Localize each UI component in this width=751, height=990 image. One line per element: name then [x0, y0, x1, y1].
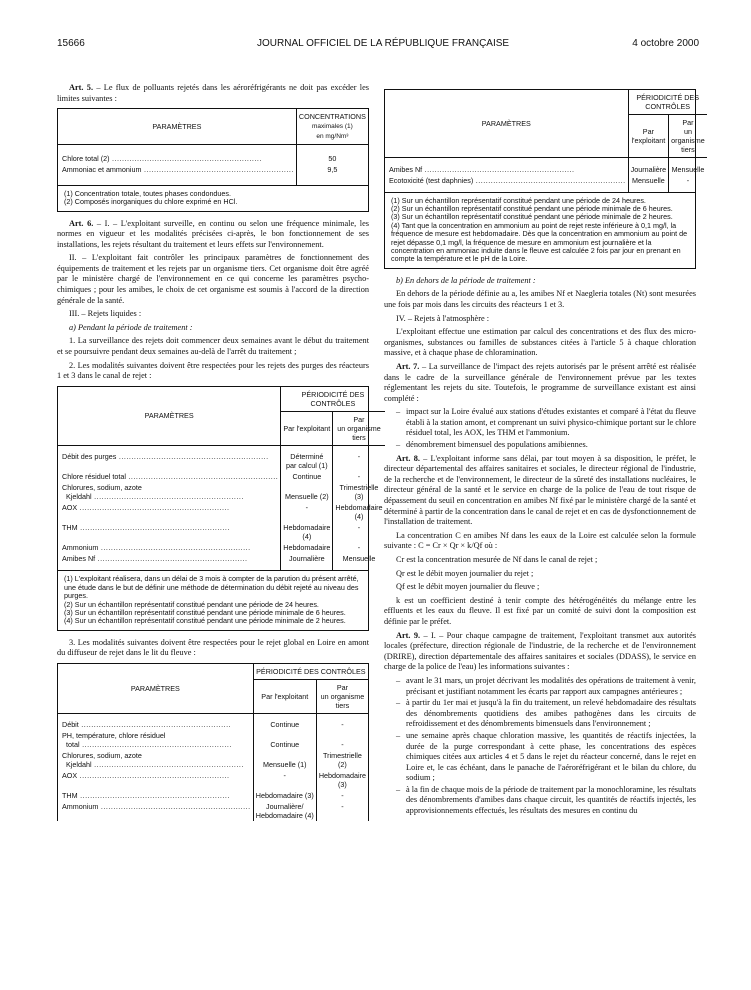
- article-7: Art. 7. – La surveillance de l'impact des rejets autorisés par le présent arrêté est réalisée dans le cadre de la surveillance générale de l'environnement prévue par les textes réglementant les rejets du site. Toutefois, le programme de surveillance existant est ainsi complété :: [384, 361, 696, 403]
- table-row: Chlorures, sodium, azote Kjeldahl ..... Mensuelle (2) Trimestrielle (3): [58, 482, 385, 502]
- table-row: Amibes Nf ..... Journalière Mensuelle: [58, 553, 385, 564]
- list-item: – impact sur la Loire évalué aux stations d'études existantes et comparé à l'état du fleuve établi à la station amont, et comprenant un suivi physico-chimique portant sur le chlore résiduel total, les AOX, les THM et l'ammonium.: [406, 407, 696, 439]
- table-row: PH, température, chlore résiduel total ..... Continue -: [58, 730, 368, 750]
- col-header-parametres: PARAMÈTRES: [58, 387, 281, 446]
- article-5: Art. 5. – Le flux de polluants rejetés dans les aéroréfrigérants ne doit pas excéder les limites suivantes :: [57, 83, 369, 103]
- article-6: Art. 6. – I. – L'exploitant surveille, en continu ou selon une fréquence minimale, les normes en vigueur et les modalités précisées ci-après, le bon fonctionnement de ses installations, les rejets résultant du traitement et leurs effets sur l'environnement.: [57, 218, 370, 249]
- article-7-list: [384, 407, 696, 450]
- table-row: Chlore total (2) ..... 50: [58, 153, 368, 164]
- col-header-parametres: PARAMÈTRES: [385, 90, 628, 158]
- col-header-periodicite: PÉRIODICITÉ DES CONTRÔLES: [253, 664, 368, 680]
- table-row: Ammonium ..... Hebdomadaire -: [58, 542, 385, 553]
- table-row: Ecotoxicité (test daphnies) ..... Mensuelle -: [385, 175, 707, 186]
- article-8: Art. 8. – L'exploitant informe sans délai, par tout moyen à sa disposition, le préfet, le directeur départemental des affaires sanitaires et sociales, le directeur régional de l'industrie, de la recherche et de l'environnement, le directeur de la sûreté des installations nucléaires, le directeur général de la santé et le service en charge de la police de l'eau de tout risque de dépassement du seuil en concentration en amibes Nf fixé par le ministère chargé de la santé et déterminé à partir de la concentration dans le canal de rejet et en cas de dysfonctionnement de l'installation de traitement.: [384, 453, 696, 527]
- list-item: – à partir du 1er mai et jusqu'à la fin du traitement, un relevé hebdomadaire des résultats des dénombrements quotidiens des amibes pathogènes dans les circuits de refroidissement et des dénombrements bimensuels dans l'environnement ;: [406, 698, 696, 730]
- col-header-periodicite: PÉRIODICITÉ DES CONTRÔLES: [628, 90, 707, 115]
- list-item: – une semaine après chaque chloration massive, les quantités de réactifs injectées, la durée de la purge correspondant à cette phase, les concentrations des espèces chimiques citées aux articles 4 et 5 dans le rejet du réacteur concerné, dans le rejet en Loire et, le cas échéant, dans le panache de l'aéroréfrigérant et le bilan du chlore, du sodium ;: [406, 731, 696, 784]
- article-9: Art. 9. – I. – Pour chaque campagne de traitement, l'exploitant transmet aux autorités locales (préfecture, direction régionale de l'industrie, de la recherche et de l'environnement (DRIRE), direction départementale des affaires sanitaires et sociales (DDASS), le service en charge de la police de l'eau) les informations suivantes :: [384, 630, 696, 672]
- page-number: 15666: [57, 38, 85, 49]
- page-header: [57, 38, 699, 52]
- table-row: Débit des purges ..... Déterminé par calcul (1) -: [58, 451, 385, 471]
- table-notes: (1) L'exploitant réalisera, dans un délai de 3 mois à compter de la parution du présent arrêté, une étude dans le but de définir une méthode de détermination du débit rejeté au niveau des purges. (2) Sur un échantillon représentatif constitué pendant une période de 24 heures. (3) Sur un échantillon représentatif constitué pendant une période minimale de 6 heures. (4) Sur un échantillon représentatif constitué pendant une période minimale de 2 heures.: [58, 570, 368, 629]
- table-row: AOX ..... - Hebdomadaire (3): [58, 770, 368, 790]
- journal-title: JOURNAL OFFICIEL DE LA RÉPUBLIQUE FRANÇAISE: [257, 38, 510, 49]
- table-row: AOX ..... - Hebdomadaire (4): [58, 502, 385, 522]
- article-9-list: [384, 676, 696, 817]
- table-notes: (1) Sur un échantillon représentatif constitué pendant une période de 24 heures. (2) Sur un échantillon représentatif constitué pendant une période minimale de 6 heures. (3) Sur un échantillon représentatif constitué pendant une période minimale de 2 heures. (4) Tant que la concentration en ammonium au point de rejet reste inférieure à 0,1 mg/l, la fréquence de mesure est hebdomadaire. Dès que la concentration en ammonium au point de rejet dépasse 0,1 mg/l, la fréquence de mesure en ammonium est journalière et la concentration en ammoniac induite dans le fleuve est calculée 2 fois par jour en prenant en compte la température et le pH de la Loire.: [385, 192, 695, 268]
- list-item: – dénombrement bimensuel des populations amibiennes.: [406, 440, 696, 451]
- table-row: THM ..... Hebdomadaire (4) -: [58, 522, 385, 542]
- col-header-parametres: PARAMÈTRES: [58, 109, 296, 145]
- col-header-parametres: PARAMÈTRES: [58, 664, 253, 714]
- table-row: Ammonium ..... Journalière/ Hebdomadaire (4) -: [58, 801, 368, 821]
- table-row: Chlore résiduel total ..... Continue -: [58, 471, 385, 482]
- left-column: Art. 5. – Le flux de polluants rejetés dans les aéroréfrigérants ne doit pas excéder les limites suivantes : PARAMÈTRES CONCENTRATIONS maximales (1) en mg/Nm³ Chlore total (2) ..... 50 Ammoniac et ammonium ..... 9,5 (1) Concentration totale, toutes phases condondues. (2) Composés inorganiques du chlore exprimé en HCl. Art. 6. – I. – L'exploitant surveille, en continu ou selon une fréquence minimale, les normes en vigueur et les modalités précisées ci-après, le bon fonctionnement de ses installations, les rejets résultant du traitement et leurs effets sur l'environnement. II. – L'exploitant fait contrôler les principaux paramètres de fonctionnement des équipements de traitement et les rejets par un organisme tiers. Cet organisme doit être agréé par le ministère chargé de l'environnement en ce qui concerne les paramètres psycho-chimiques ; pour les amibes, le choix de cet organisme est soumis à l'accord de la direction générale de la santé. III. – Rejets liquides : a) Pendant la période de traitement : 1. La surveillance des rejets doit commencer deux semaines avant le début du traitement et se poursuivre pendant deux semaines au-delà de l'arrêt du traitement ; 2. Les modalités suivantes doivent être respectées pour les rejets des purges des réacteurs 1 et 3 dans le canal de rejet : PARAMÈTRES PÉRIODICITÉ DES CONTRÔLES Par l'exploitant Par un organisme tiers Débit des purges ..... Déterminé par calcul (1) - Chlore résiduel total ..... Continue - Chlorures, sodium, azote Kjeldahl ..... Mensuelle (2) Trimestrielle (3) AOX ..... - Hebdomadaire (4) THM ..... Hebdomadaire (4) - Ammonium ..... Hebdomadaire - Amibes Nf ..... Journalière Mensuelle (1) L'exploitant réalisera, dans un délai de 3 mois à compter de la parution du présent arrêté, une étude dans le but de définir une méthode de détermination du débit rejeté au niveau des purges. (2) Sur un échantillon représentatif constitué pendant une période de 24 heures. (3) Sur un échantillon représentatif constitué pendant une période minimale de 6 heures. (4) Sur un échantillon représentatif constitué pendant une période minimale de 2 heures. 3. Les modalités suivantes doivent être respectées pour le rejet global en Loire en amont du diffuseur de rejet dans le lit du fleuve : PARAMÈTRES PÉRIODICITÉ DES CONTRÔLES Par l'exploitant Par un organisme tiers Débit ..... Continue - PH, température, chlore résiduel total ..... Continue - Chlorures, sodium, azote Kjeldahl ..... Mensuelle (1) Trimestrielle (2) AOX ..... - Hebdomadaire (3) THM ..... Hebdomadaire (3) - Ammonium ..... Journalière/ Hebdomadaire (4) -: [57, 83, 369, 828]
- table-pollutant-limits: [57, 108, 369, 211]
- table-row: Ammoniac et ammonium ..... 9,5: [58, 164, 368, 175]
- table-amibes-controls: PARAMÈTRES PÉRIODICITÉ DES CONTRÔLES Par l'exploitant Par un organisme tiers Amibes Nf ..... Journalière Mensuelle Ecotoxicité (test daphnies) ..... Mensuelle - (1) Sur un échantillon représentatif constitué pendant une période de 24 heures. (2) Sur un échantillon représentatif constitué pendant une période minimale de 6 heures. (3) Sur un échantillon représentatif constitué pendant une période minimale de 2 heures. (4) Tant que la concentration en ammonium au point de rejet reste inférieure à 0,1 mg/l, la fréquence de mesure est hebdomadaire. Dès que la concentration en ammonium au point de rejet dépasse 0,1 mg/l, la fréquence de mesure en ammonium est journalière et la concentration en ammoniac induite dans le fleuve est calculée 2 fois par jour en prenant en compte la température et le pH de la Loire.: [384, 89, 696, 269]
- list-item: – avant le 31 mars, un projet décrivant les modalités des opérations de traitement à venir, précisant et justifiant notamment les écarts par rapport aux campagnes antérieures ;: [406, 676, 696, 697]
- table-row: Amibes Nf ..... Journalière Mensuelle: [385, 164, 707, 175]
- table-purges-controls: PARAMÈTRES PÉRIODICITÉ DES CONTRÔLES Par l'exploitant Par un organisme tiers Débit des purges ..... Déterminé par calcul (1) - Chlore résiduel total ..... Continue - Chlorures, sodium, azote Kjeldahl ..... Mensuelle (2) Trimestrielle (3) AOX ..... - Hebdomadaire (4) THM ..... Hebdomadaire (4) - Ammonium ..... Hebdomadaire - Amibes Nf ..... Journalière Mensuelle (1) L'exploitant réalisera, dans un délai de 3 mois à compter de la parution du présent arrêté, une étude dans le but de définir une méthode de détermination du débit rejeté au niveau des purges. (2) Sur un échantillon représentatif constitué pendant une période de 24 heures. (3) Sur un échantillon représentatif constitué pendant une période minimale de 6 heures. (4) Sur un échantillon représentatif constitué pendant une période minimale de 2 heures.: [57, 386, 369, 631]
- col-header-concentrations: CONCENTRATIONS maximales (1) en mg/Nm³: [296, 109, 368, 145]
- issue-date: 4 octobre 2000: [632, 38, 699, 49]
- list-item: – à la fin de chaque mois de la période de traitement par la monochloramine, les résultats des dénombrements d'amibes dans chaque circuit, les quantités de réactifs injectés, les approvisionnements effectués, les résultats des mesures en continu du: [406, 785, 696, 817]
- right-column: PARAMÈTRES PÉRIODICITÉ DES CONTRÔLES Par l'exploitant Par un organisme tiers Amibes Nf ..... Journalière Mensuelle Ecotoxicité (test daphnies) ..... Mensuelle - (1) Sur un échantillon représentatif constitué pendant une période de 24 heures. (2) Sur un échantillon représentatif constitué pendant une période minimale de 6 heures. (3) Sur un échantillon représentatif constitué pendant une période minimale de 2 heures. (4) Tant que la concentration en ammonium au point de rejet reste inférieure à 0,1 mg/l, la fréquence de mesure est hebdomadaire. Dès que la concentration en ammonium au point de rejet dépasse 0,1 mg/l, la fréquence de mesure en ammonium est journalière et la concentration en ammoniac induite dans le fleuve est calculée 2 fois par jour en prenant en compte la température et le pH de la Loire. b) En dehors de la période de traitement : En dehors de la période définie au a, les amibes Nf et Naegleria totales (Nt) sont mesurées une fois par mois dans les circuits des réacteurs 1 et 3. IV. – Rejets à l'atmosphère : L'exploitant effectue une estimation par calcul des concentrations et des flux des micro-organismes, substances ou familles de substances citées à l'article 5 à chaque chloration massive, et à chaque phase de chloramination. Art. 7. – La surveillance de l'impact des rejets autorisés par le présent arrêté est réalisée dans le cadre de la surveillance générale de l'environnement prévue par les textes réglementant les rejets du site. Toutefois, le programme de surveillance existant est ainsi complété : – impact sur la Loire évalué aux stations d'études existantes et comparé à l'état du fleuve établi à la station amont, et comprenant un suivi physico-chimique portant sur le chlore résiduel total, les AOX, les THM et l'ammonium. – dénombrement bimensuel des populations amibiennes. Art. 8. – L'exploitant informe sans délai, par tout moyen à sa disposition, le préfet, le directeur départemental des affaires sanitaires et sociales, le directeur régional de l'industrie, de la recherche et de l'environnement, le directeur de la sûreté des installations nucléaires, le directeur général de la santé et le service en charge de la police de l'eau de tout risque de dépassement du seuil en concentration en amibes Nf fixé par le ministère chargé de la santé et déterminé à partir de la concentration dans le canal de rejet et en cas de dysfonctionnement de l'installation de traitement. La concentration C en amibes Nf dans les eaux de la Loire est calculée selon la formule suivante : C = Cr × Qr × k/Qf où : Cr est la concentration mesurée de Nf dans le canal de rejet ; Qr est le débit moyen journalier du rejet ; Qf est le débit moyen journalier du fleuve ; k est un coefficient destiné à tenir compte des hétérogénéités du mélange entre les effluents et les eaux du fleuve. Il est fixé par un comité de suivi dont la composition est définie par le préfet. Art. 9. – I. – Pour chaque campagne de traitement, l'exploitant transmet aux autorités locales (préfecture, direction régionale de l'industrie, de la recherche et de l'environnement (DRIRE), direction départementale des affaires sanitaires et sociales (DDASS), le service en charge de la police de l'eau) les informations suivantes : – avant le 31 mars, un projet décrivant les modalités des opérations de traitement à venir, précisant et justifiant notamment les écarts par rapport aux campagnes antérieures ; – à partir du 1er mai et jusqu'à la fin du traitement, un relevé hebdomadaire des résultats des dénombrements quotidiens des amibes pathogènes dans les circuits de refroidissement et des dénombrements bimensuels dans l'environnement ; – une semaine après chaque chloration massive, les quantités de réactifs injectées, la durée de la purge correspondant à cette phase, les concentrations des espèces chimiques citées aux articles 4 et 5 dans le rejet du réacteur concerné, dans le rejet en Loire et, le cas échéant, dans le panache de l'aéroréfrigérant et le bilan du chlore, du sodium ; – à la fin de chaque mois de la période de traitement par la monochloramine, les résultats des dénombrements d'amibes dans chaque circuit, les quantités de réactifs injectés, les approvisionnements effectués, les résultats des mesures en continu du: [384, 89, 696, 820]
- table-notes: (1) Concentration totale, toutes phases condondues. (2) Composés inorganiques du chlore exprimé en HCl.: [58, 185, 368, 211]
- table-row: THM ..... Hebdomadaire (3) -: [58, 790, 368, 801]
- table-row: Débit ..... Continue -: [58, 719, 368, 730]
- table-global-release-controls: PARAMÈTRES PÉRIODICITÉ DES CONTRÔLES Par l'exploitant Par un organisme tiers Débit ..... Continue - PH, température, chlore résiduel total ..... Continue - Chlorures, sodium, azote Kjeldahl ..... Mensuelle (1) Trimestrielle (2) AOX ..... - Hebdomadaire (3) THM ..... Hebdomadaire (3) - Ammonium ..... Journalière/ Hebdomadaire (4) -: [57, 663, 369, 822]
- col-header-periodicite: PÉRIODICITÉ DES CONTRÔLES: [281, 387, 385, 412]
- table-row: Chlorures, sodium, azote Kjeldahl ..... Mensuelle (1) Trimestrielle (2): [58, 750, 368, 770]
